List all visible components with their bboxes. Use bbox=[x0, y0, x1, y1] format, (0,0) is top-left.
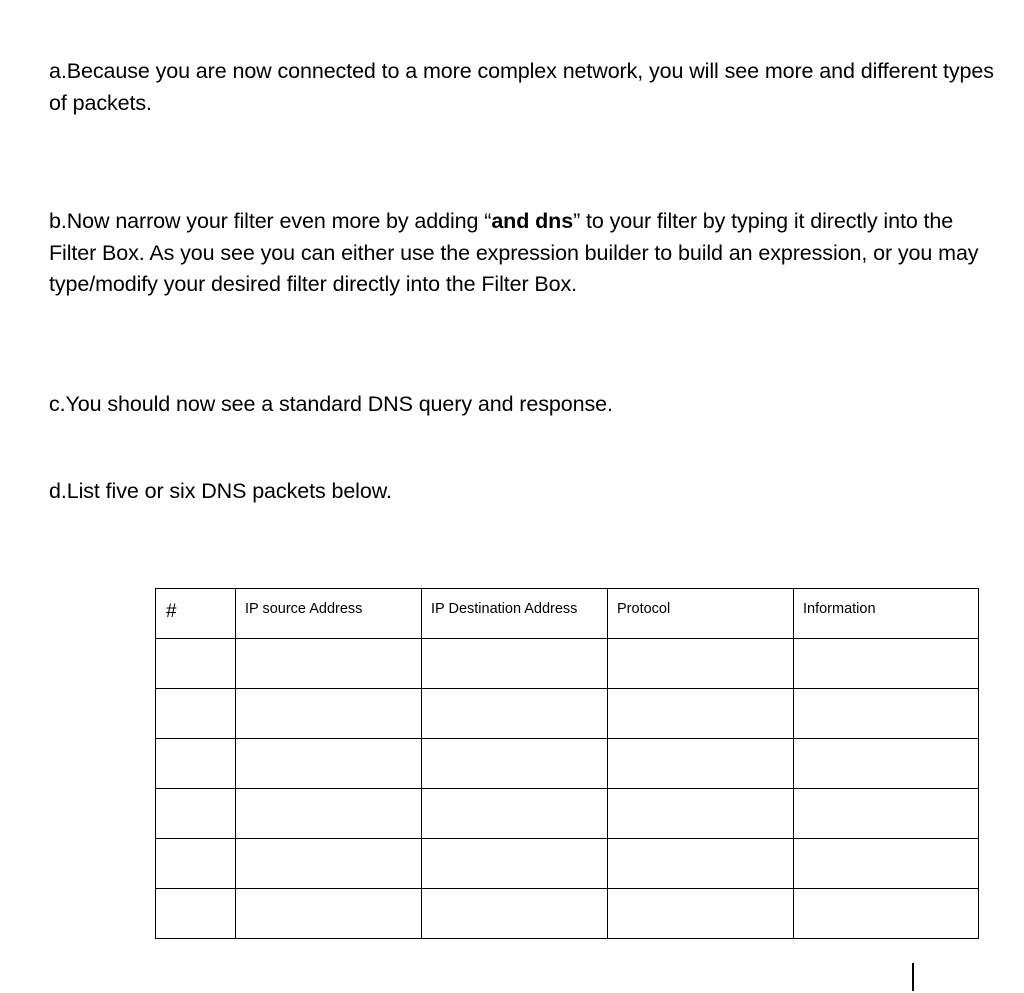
table-header-row bbox=[156, 589, 979, 639]
table-row bbox=[156, 689, 979, 739]
table-cell[interactable] bbox=[422, 739, 608, 789]
table-cell[interactable] bbox=[236, 739, 422, 789]
table-cell[interactable] bbox=[156, 639, 236, 689]
table-cell[interactable] bbox=[794, 739, 979, 789]
header-protocol: Protocol bbox=[608, 589, 794, 639]
table-row bbox=[156, 839, 979, 889]
table-cell[interactable] bbox=[422, 639, 608, 689]
paragraph-b bbox=[49, 206, 999, 301]
table-cell[interactable] bbox=[156, 889, 236, 939]
table-cell[interactable] bbox=[236, 839, 422, 889]
table-cell[interactable] bbox=[608, 739, 794, 789]
table-cell[interactable] bbox=[156, 789, 236, 839]
table-cell[interactable] bbox=[156, 739, 236, 789]
table-cell[interactable] bbox=[608, 639, 794, 689]
table-cell[interactable] bbox=[236, 689, 422, 739]
header-ip-destination: IP Destination Address bbox=[422, 589, 608, 639]
table-cell[interactable] bbox=[794, 789, 979, 839]
table-cell[interactable] bbox=[156, 839, 236, 889]
header-information: Information bbox=[794, 589, 979, 639]
table-cell[interactable] bbox=[422, 839, 608, 889]
table-cell[interactable] bbox=[608, 839, 794, 889]
table-cell[interactable] bbox=[794, 839, 979, 889]
paragraph-c: c.You should now see a standard DNS query and response. bbox=[49, 392, 613, 416]
table-row bbox=[156, 789, 979, 839]
table-cell[interactable] bbox=[608, 789, 794, 839]
table-cell[interactable] bbox=[794, 889, 979, 939]
table-cell[interactable] bbox=[608, 689, 794, 739]
table-cell[interactable] bbox=[794, 689, 979, 739]
paragraph-a: a.Because you are now connected to a more complex network, you will see more and different types of packets. bbox=[49, 59, 994, 115]
table-cell[interactable] bbox=[794, 639, 979, 689]
paragraph-b-before: b.Now narrow your filter even more by adding “ bbox=[49, 209, 492, 233]
paragraph-d: d.List five or six DNS packets below. bbox=[49, 479, 392, 503]
table-cell[interactable] bbox=[236, 639, 422, 689]
table-cell[interactable] bbox=[236, 889, 422, 939]
table-cell[interactable] bbox=[236, 789, 422, 839]
table-row bbox=[156, 889, 979, 939]
header-number: # bbox=[156, 589, 236, 639]
table-cell[interactable] bbox=[608, 889, 794, 939]
header-ip-source: IP source Address bbox=[236, 589, 422, 639]
text-cursor bbox=[912, 963, 914, 991]
table-row bbox=[156, 739, 979, 789]
table-cell[interactable] bbox=[156, 689, 236, 739]
table-cell[interactable] bbox=[422, 789, 608, 839]
paragraph-b-after: ” to your filter by typing it directly into the Filter Box. As you see you can either use the expression builder to build an expression, or you may type/modify your desired filter directly into the Filter Box. bbox=[49, 209, 979, 296]
dns-packet-table bbox=[155, 588, 979, 939]
paragraph-b-bold: and dns bbox=[491, 209, 574, 233]
table-cell[interactable] bbox=[422, 889, 608, 939]
table-row bbox=[156, 639, 979, 689]
table-cell[interactable] bbox=[422, 689, 608, 739]
